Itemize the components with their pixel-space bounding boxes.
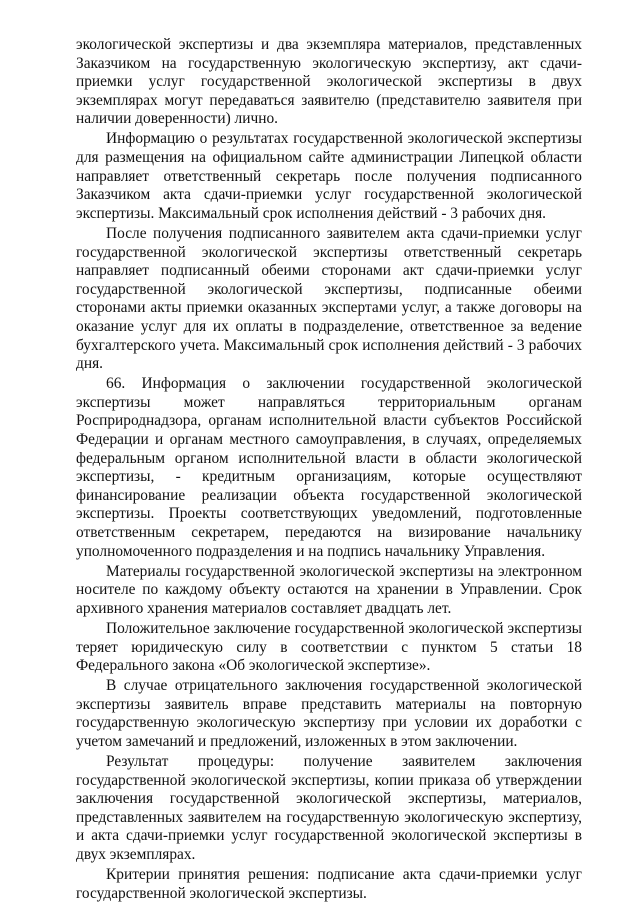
paragraph-continuation: экологической экспертизы и два экземпляра материалов, представленных Заказчиком на государственную экологическую экспертизу, акт сдачи-приемки услуг государственной экологической экспертизы в двух экземплярах могут передаваться заявителю (представителю заявителя при наличии доверенности) лично. [76, 36, 582, 128]
paragraph-negative-conclusion: В случае отрицательного заключения государственной экологической экспертизы заявитель вправе представить материалы на повторную государственную экологическую экспертизу при условии их доработки с учетом замечаний и предложений, изложенных в этом заключении. [76, 677, 582, 750]
paragraph-archive-storage: Материалы государственной экологической экспертизы на электронном носителе по каждому объекту остаются на хранении в Управлении. Срок архивного хранения материалов составляет двадцать лет. [76, 562, 582, 617]
paragraph-results-publication: Информацию о результатах государственной экологической экспертизы для размещения на официальном сайте администрации Липецкой области направляет ответственный секретарь после получения подписанного Заказчиком акта сдачи-приемки услуг государственной экологической экспертизы. Максимальный срок исполнения действий - 3 рабочих дня. [76, 130, 582, 222]
paragraph-procedure-result: Результат процедуры: получение заявителем заключения государственной экологической экспертизы, копии приказа об утверждении заключения государственной экологической экспертизы, материалов, представленных заявителем на государственную экологическую экспертизу, и акта сдачи-приемки услуг государственной экологической экспертизы в двух экземплярах. [76, 753, 582, 864]
paragraph-decision-criteria: Критерии принятия решения: подписание акта сдачи-приемки услуг государственной экологической экспертизы. [76, 866, 582, 902]
paragraph-accounting-transfer: После получения подписанного заявителем акта сдачи-приемки услуг государственной экологической экспертизы ответственный секретарь направляет подписанный обеими сторонами акт сдачи-приемки услуг государственной экологической экспертизы, подписанные обеими сторонами акты приемки оказанных экспертами услуг, а также договоры на оказание услуг для их оплаты в подразделение, ответственное за ведение бухгалтерского учета. Максимальный срок исполнения действий - 3 рабочих дня. [76, 224, 582, 373]
paragraph-positive-conclusion: Положительное заключение государственной экологической экспертизы теряет юридическую силу в соответствии с пунктом 5 статьи 18 Федерального закона «Об экологической экспертизе». [76, 619, 582, 675]
paragraph-item-66: 66. Информация о заключении государственной экологической экспертизы может направляться территориальным органам Росприроднадзора, органам исполнительной власти субъектов Российской Федерации и органам местного самоуправления, в случаях, определяемых федеральным органом исполнительной власти в области экологической экспертизы, - кредитным организациям, которые осуществляют финансирование реализации объекта государственной экологической экспертизы. Проекты соответствующих уведомлений, подготовленные ответственным секретарем, передаются на визирование начальнику уполномоченного подразделения и на подпись начальнику Управления. [76, 375, 582, 560]
document-page [76, 36, 582, 905]
